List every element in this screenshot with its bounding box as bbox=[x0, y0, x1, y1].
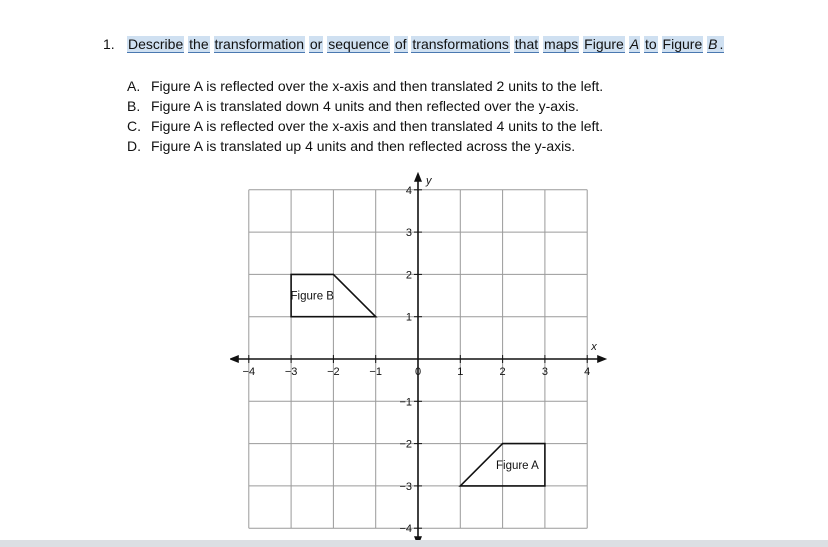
x-tick-label: 3 bbox=[541, 366, 548, 378]
x-axis-label: x bbox=[591, 341, 597, 353]
y-tick-label: −2 bbox=[399, 438, 412, 451]
figure-b-label: Figure B bbox=[290, 290, 334, 303]
question-word: Figure bbox=[662, 36, 703, 52]
y-tick-label: −3 bbox=[399, 480, 412, 493]
y-tick-label: −1 bbox=[399, 396, 412, 409]
question-word: maps bbox=[544, 36, 579, 52]
question-word: of bbox=[394, 36, 407, 52]
choice-d[interactable] bbox=[127, 136, 603, 156]
x-tick-label: 4 bbox=[584, 366, 591, 378]
choice-a[interactable] bbox=[127, 76, 603, 96]
x-axis-arrow-right bbox=[597, 355, 607, 363]
coordinate-grid bbox=[230, 172, 620, 542]
question-word: Figure bbox=[584, 36, 624, 52]
choice-letter: B. bbox=[127, 98, 141, 114]
figure-a-label: Figure A bbox=[495, 459, 539, 472]
x-tick-label: 0 bbox=[414, 366, 422, 378]
x-tick-label: −2 bbox=[327, 366, 340, 378]
question-stem bbox=[103, 36, 724, 52]
choice-text: Figure A is translated up 4 units and then reflected across the y-axis. bbox=[151, 138, 576, 154]
choice-letter: C. bbox=[127, 118, 141, 134]
y-tick-label: 1 bbox=[405, 311, 412, 324]
y-tick-label: 4 bbox=[405, 184, 412, 197]
question-word: or bbox=[309, 36, 323, 52]
x-tick-label: −4 bbox=[242, 366, 256, 378]
choice-text: Figure A is reflected over the x-axis and then translated 2 units to the left. bbox=[151, 78, 604, 94]
choice-text: Figure A is reflected over the x-axis and then translated 4 units to the left. bbox=[151, 118, 604, 134]
x-tick-label: −3 bbox=[284, 366, 298, 378]
question-word: transformation bbox=[214, 36, 304, 52]
question-word: that bbox=[514, 36, 539, 52]
x-tick-label: 1 bbox=[457, 366, 464, 378]
question-word: Describe bbox=[128, 36, 184, 52]
question-word: A bbox=[629, 36, 640, 52]
question-word: the bbox=[189, 36, 209, 52]
question-word: transformations bbox=[412, 36, 509, 52]
x-tick-label: 2 bbox=[499, 366, 506, 378]
window-bottom-bar bbox=[0, 540, 828, 547]
y-tick-label: 3 bbox=[405, 227, 412, 240]
answer-choices bbox=[127, 76, 603, 156]
x-axis-arrow-left bbox=[230, 355, 239, 363]
question-word: . bbox=[719, 36, 724, 52]
y-axis-arrow-up bbox=[414, 172, 422, 182]
choice-b[interactable] bbox=[127, 96, 603, 116]
choice-letter: A. bbox=[127, 78, 141, 94]
y-axis-label: y bbox=[426, 174, 432, 187]
question-word: to bbox=[644, 36, 657, 52]
x-tick-label: −1 bbox=[369, 366, 382, 378]
y-tick-label: 2 bbox=[405, 269, 412, 282]
choice-text: Figure A is translated down 4 units and then reflected over the y-axis. bbox=[151, 98, 580, 114]
question-number: 1. bbox=[103, 36, 115, 52]
question-word: B bbox=[708, 36, 718, 52]
choice-c[interactable] bbox=[127, 116, 603, 136]
y-tick-label: −4 bbox=[399, 523, 412, 536]
choice-letter: D. bbox=[127, 138, 141, 154]
question-word: sequence bbox=[328, 36, 389, 52]
